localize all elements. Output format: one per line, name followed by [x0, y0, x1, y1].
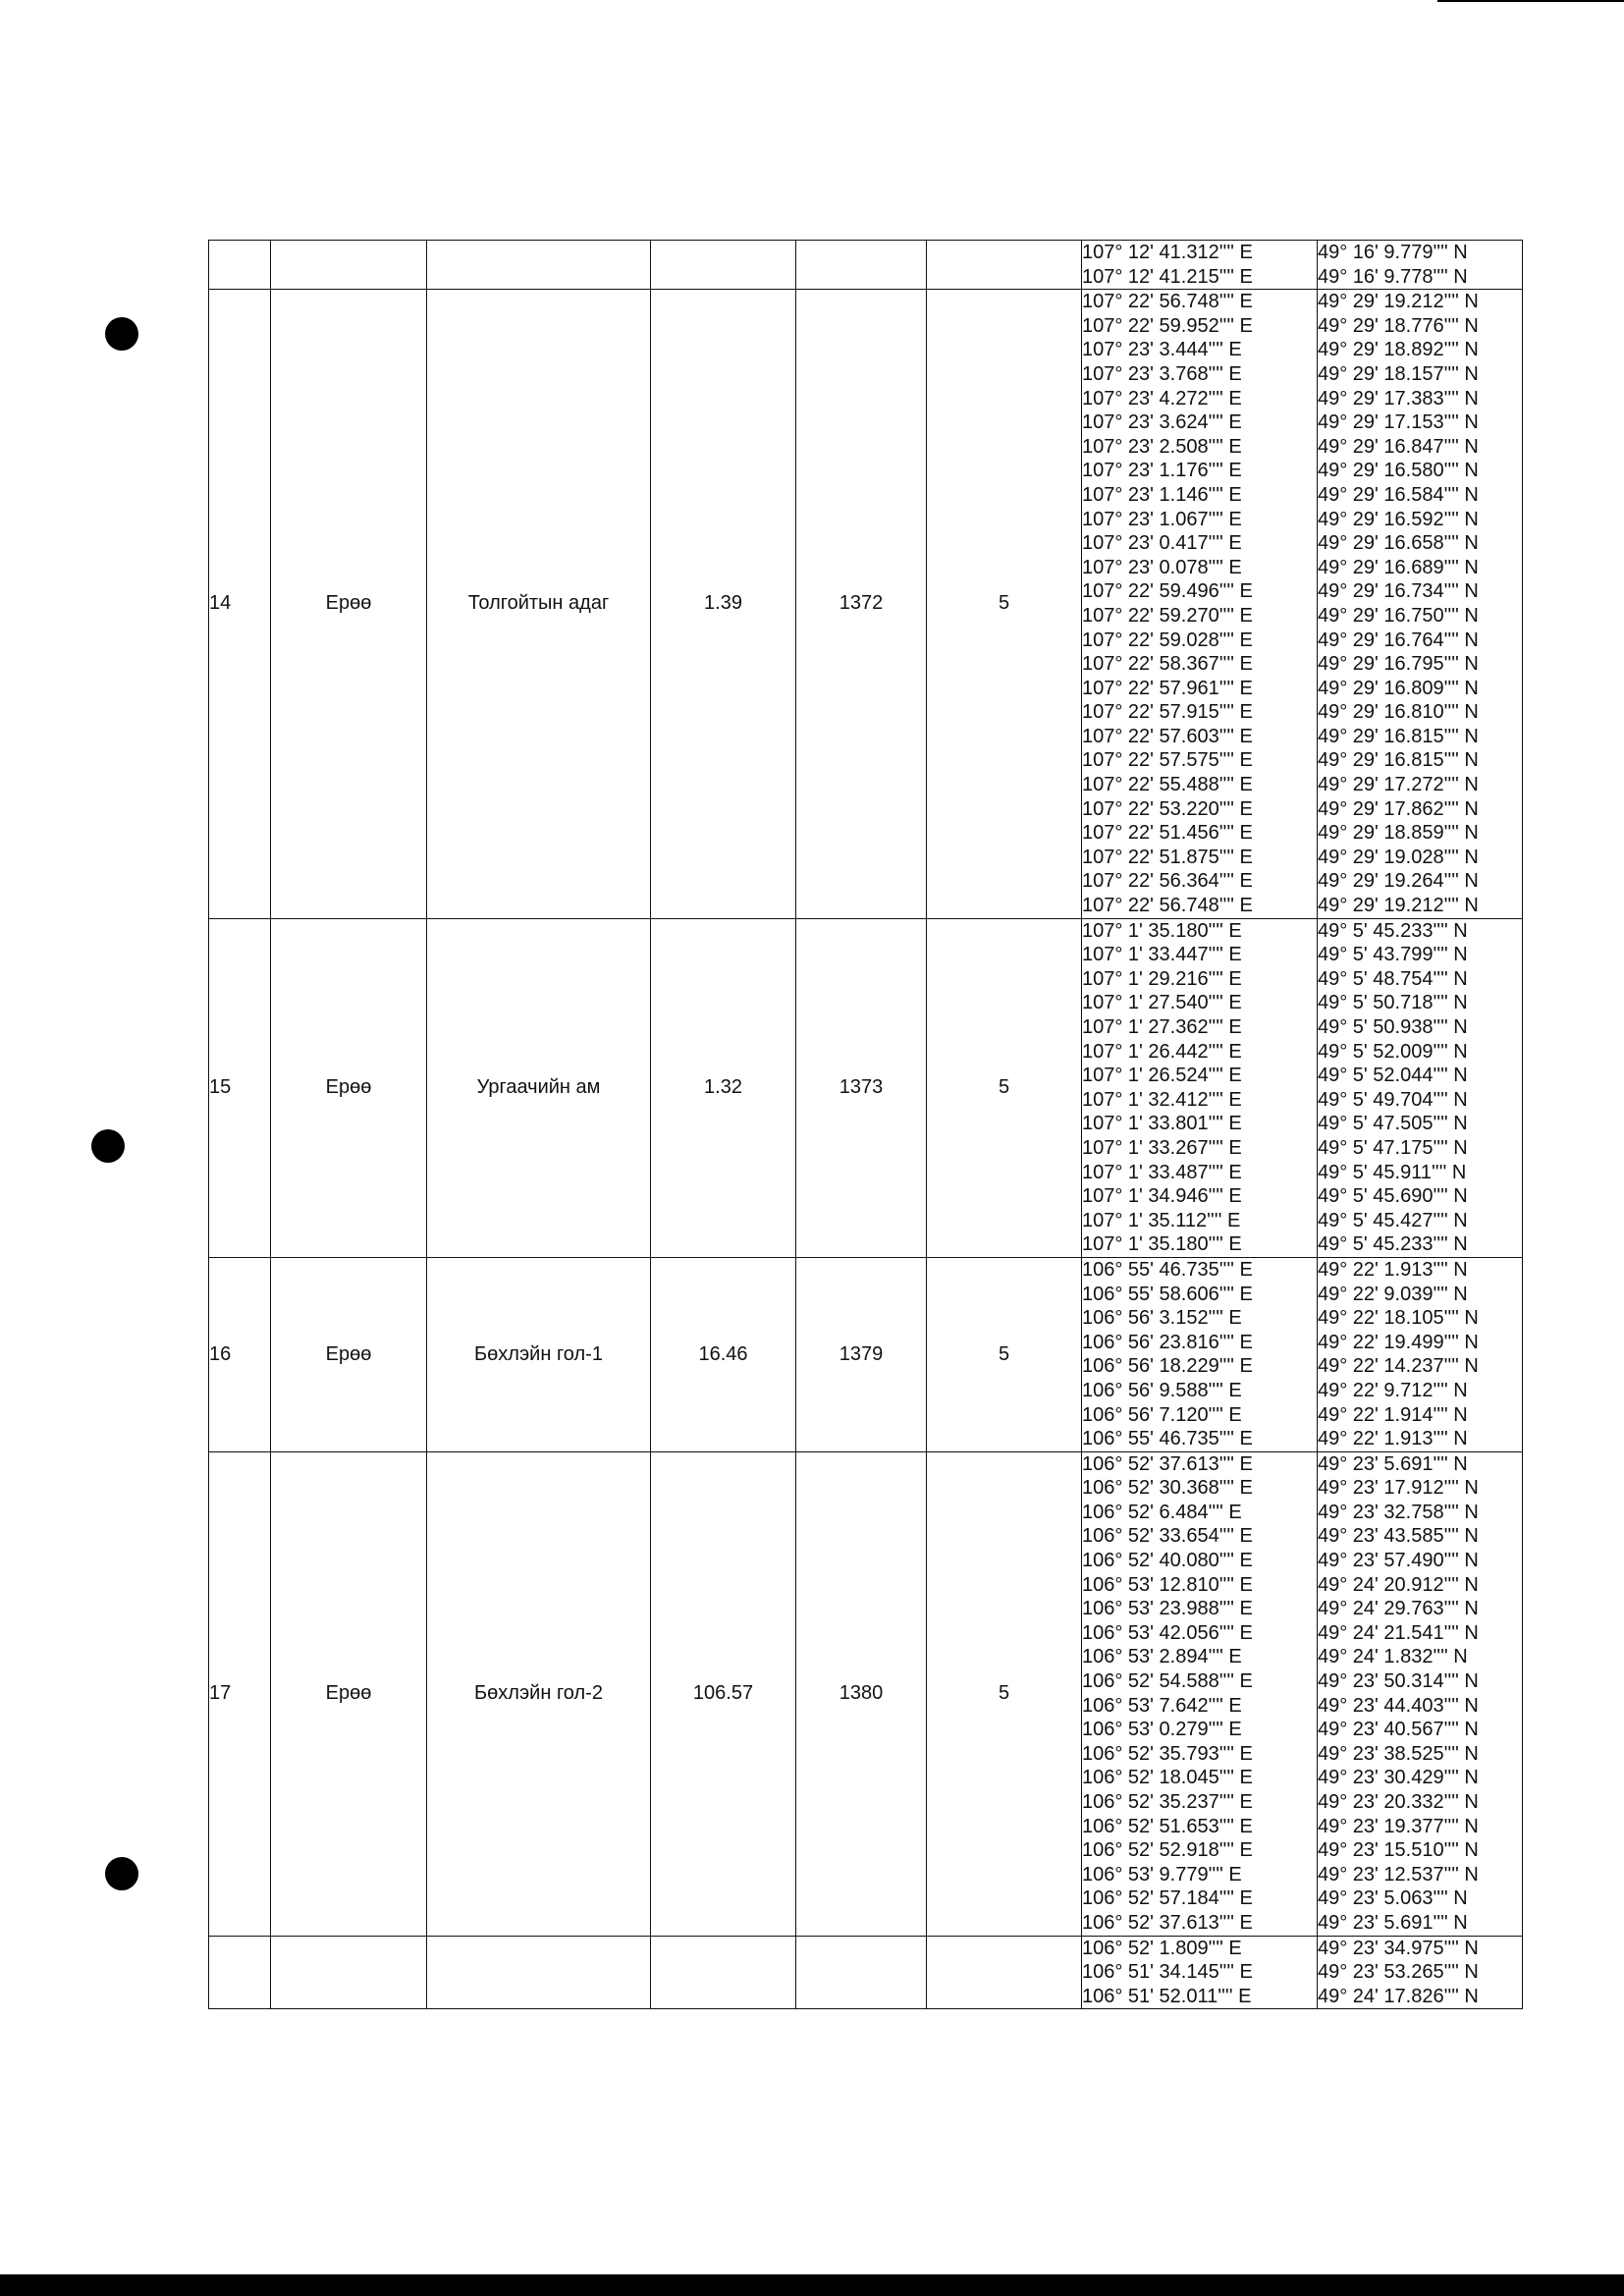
longitude-value: 106° 52' 51.653'''' E: [1082, 1815, 1253, 1837]
longitude-value: 107° 12' 41.215'''' E: [1082, 265, 1253, 288]
longitude-value: 107° 22' 56.364'''' E: [1082, 870, 1253, 893]
latitude-value: 49° 29' 16.584'''' N: [1318, 483, 1479, 506]
binder-hole-bottom: [105, 1857, 138, 1890]
longitude-value: 107° 1' 32.412'''' E: [1082, 1088, 1242, 1111]
latitude-value: 49° 29' 16.734'''' N: [1318, 580, 1479, 603]
latitude-cell: [1318, 1936, 1523, 2009]
longitude-value: 106° 52' 37.613'''' E: [1082, 1911, 1253, 1934]
feature-type: Ерөө: [271, 290, 427, 918]
longitude-value: 107° 1' 29.216'''' E: [1082, 967, 1242, 990]
place-name: Бөхлэйн гол-1: [427, 1257, 651, 1451]
longitude-value: 106° 52' 57.184'''' E: [1082, 1887, 1253, 1910]
latitude-value: 49° 24' 21.541'''' N: [1318, 1621, 1479, 1644]
latitude-value: 49° 23' 15.510'''' N: [1318, 1839, 1479, 1862]
latitude-value: 49° 16' 9.779'''' N: [1318, 242, 1468, 263]
feature-type: Ерөө: [271, 1257, 427, 1451]
latitude-value: 49° 23' 38.525'''' N: [1318, 1742, 1479, 1765]
latitude-value: 49° 5' 50.718'''' N: [1318, 992, 1468, 1014]
latitude-value: 49° 23' 43.585'''' N: [1318, 1525, 1479, 1548]
feature-type: [271, 1936, 427, 2009]
code-value: 1373: [796, 918, 927, 1257]
class-value: 5: [927, 1451, 1082, 1936]
feature-type: Ерөө: [271, 918, 427, 1257]
longitude-value: 107° 23' 0.078'''' E: [1082, 556, 1242, 578]
row-number: [209, 1936, 271, 2009]
row-number: 16: [209, 1257, 271, 1451]
longitude-value: 106° 56' 3.152'''' E: [1082, 1307, 1242, 1330]
longitude-value: 107° 1' 34.946'''' E: [1082, 1185, 1242, 1208]
longitude-value: 106° 52' 1.809'''' E: [1082, 1937, 1242, 1959]
latitude-cell: [1318, 1257, 1523, 1451]
longitude-value: 106° 53' 12.810'''' E: [1082, 1573, 1253, 1596]
longitude-value: 107° 1' 33.447'''' E: [1082, 944, 1242, 966]
longitude-value: 107° 1' 27.362'''' E: [1082, 1016, 1242, 1038]
area-value: [651, 1936, 796, 2009]
row-number: 17: [209, 1451, 271, 1936]
row-number: [209, 241, 271, 290]
longitude-value: 106° 55' 58.606'''' E: [1082, 1283, 1253, 1305]
scan-top-edge-line: [1437, 0, 1624, 2]
longitude-value: 106° 53' 9.779'''' E: [1082, 1863, 1242, 1886]
code-value: [796, 241, 927, 290]
table-body: [209, 241, 1523, 2009]
latitude-value: 49° 22' 9.039'''' N: [1318, 1283, 1468, 1305]
code-value: 1380: [796, 1451, 927, 1936]
table-row: [209, 241, 1523, 290]
latitude-value: 49° 29' 16.764'''' N: [1318, 629, 1479, 651]
longitude-value: 107° 1' 33.801'''' E: [1082, 1113, 1242, 1135]
latitude-value: 49° 29' 16.809'''' N: [1318, 677, 1479, 699]
latitude-value: 49° 23' 53.265'''' N: [1318, 1961, 1479, 1984]
longitude-value: 107° 22' 57.603'''' E: [1082, 725, 1253, 747]
latitude-cell: [1318, 1451, 1523, 1936]
latitude-value: 49° 29' 16.847'''' N: [1318, 435, 1479, 458]
longitude-value: 107° 12' 41.312'''' E: [1082, 242, 1253, 263]
place-name: Ургаачийн ам: [427, 918, 651, 1257]
longitude-value: 107° 22' 57.961'''' E: [1082, 677, 1253, 699]
longitude-value: 107° 23' 1.146'''' E: [1082, 483, 1242, 506]
latitude-value: 49° 29' 19.212'''' N: [1318, 895, 1479, 917]
latitude-value: 49° 5' 45.911'''' N: [1318, 1161, 1467, 1183]
latitude-value: 49° 24' 29.763'''' N: [1318, 1598, 1479, 1620]
longitude-value: 107° 22' 59.270'''' E: [1082, 604, 1253, 627]
latitude-value: 49° 5' 43.799'''' N: [1318, 944, 1468, 966]
longitude-value: 107° 22' 57.575'''' E: [1082, 749, 1253, 772]
longitude-value: 107° 1' 35.180'''' E: [1082, 919, 1242, 942]
longitude-value: 107° 1' 33.487'''' E: [1082, 1161, 1242, 1183]
feature-type: Ерөө: [271, 1451, 427, 1936]
latitude-value: 49° 22' 1.914'''' N: [1318, 1403, 1468, 1426]
latitude-value: 49° 5' 52.009'''' N: [1318, 1040, 1468, 1063]
latitude-value: 49° 5' 49.704'''' N: [1318, 1088, 1468, 1111]
longitude-value: 107° 1' 35.180'''' E: [1082, 1233, 1242, 1256]
latitude-value: 49° 5' 47.175'''' N: [1318, 1136, 1468, 1159]
latitude-value: 49° 29' 16.750'''' N: [1318, 604, 1479, 627]
longitude-value: 106° 51' 52.011'''' E: [1082, 1985, 1252, 2007]
longitude-value: 106° 56' 23.816'''' E: [1082, 1331, 1253, 1353]
longitude-value: 107° 1' 27.540'''' E: [1082, 992, 1242, 1014]
longitude-cell: [1082, 241, 1318, 290]
latitude-value: 49° 29' 17.153'''' N: [1318, 411, 1479, 434]
longitude-value: 106° 55' 46.735'''' E: [1082, 1428, 1253, 1450]
longitude-value: 106° 52' 33.654'''' E: [1082, 1525, 1253, 1548]
area-value: 16.46: [651, 1257, 796, 1451]
longitude-value: 107° 22' 56.748'''' E: [1082, 895, 1253, 917]
latitude-value: 49° 5' 50.938'''' N: [1318, 1016, 1468, 1038]
latitude-value: 49° 23' 32.758'''' N: [1318, 1501, 1479, 1523]
longitude-value: 107° 23' 3.768'''' E: [1082, 362, 1242, 385]
table-row: [209, 1936, 1523, 2009]
latitude-value: 49° 5' 45.233'''' N: [1318, 1233, 1468, 1256]
latitude-value: 49° 22' 1.913'''' N: [1318, 1428, 1468, 1450]
latitude-value: 49° 29' 19.028'''' N: [1318, 846, 1479, 868]
longitude-value: 106° 53' 42.056'''' E: [1082, 1621, 1253, 1644]
latitude-value: 49° 29' 17.862'''' N: [1318, 797, 1479, 820]
longitude-value: 106° 52' 37.613'''' E: [1082, 1452, 1253, 1475]
latitude-value: 49° 23' 50.314'''' N: [1318, 1670, 1479, 1693]
latitude-value: 49° 16' 9.778'''' N: [1318, 265, 1468, 288]
longitude-cell: [1082, 290, 1318, 918]
feature-type: [271, 241, 427, 290]
longitude-value: 106° 56' 7.120'''' E: [1082, 1403, 1242, 1426]
longitude-value: 107° 22' 59.496'''' E: [1082, 580, 1253, 603]
longitude-value: 107° 22' 59.028'''' E: [1082, 629, 1253, 651]
longitude-value: 106° 53' 23.988'''' E: [1082, 1598, 1253, 1620]
longitude-value: 106° 53' 2.894'''' E: [1082, 1646, 1242, 1668]
latitude-value: 49° 29' 19.212'''' N: [1318, 291, 1479, 313]
code-value: 1379: [796, 1257, 927, 1451]
latitude-value: 49° 22' 19.499'''' N: [1318, 1331, 1479, 1353]
latitude-cell: [1318, 290, 1523, 918]
area-value: 1.39: [651, 290, 796, 918]
longitude-value: 107° 22' 53.220'''' E: [1082, 797, 1253, 820]
longitude-value: 106° 52' 30.368'''' E: [1082, 1477, 1253, 1500]
table-row: [209, 1257, 1523, 1451]
latitude-value: 49° 24' 20.912'''' N: [1318, 1573, 1479, 1596]
latitude-value: 49° 29' 18.859'''' N: [1318, 822, 1479, 845]
longitude-value: 106° 51' 34.145'''' E: [1082, 1961, 1253, 1984]
class-value: 5: [927, 1257, 1082, 1451]
longitude-value: 107° 22' 56.748'''' E: [1082, 291, 1253, 313]
latitude-value: 49° 29' 18.157'''' N: [1318, 362, 1479, 385]
class-value: 5: [927, 290, 1082, 918]
latitude-value: 49° 5' 45.427'''' N: [1318, 1209, 1468, 1231]
latitude-value: 49° 23' 34.975'''' N: [1318, 1937, 1479, 1959]
longitude-value: 107° 23' 3.624'''' E: [1082, 411, 1242, 434]
table-row: [209, 1451, 1523, 1936]
area-value: 106.57: [651, 1451, 796, 1936]
latitude-value: 49° 23' 5.691'''' N: [1318, 1452, 1468, 1475]
table-row: [209, 290, 1523, 918]
latitude-value: 49° 29' 16.689'''' N: [1318, 556, 1479, 578]
area-value: [651, 241, 796, 290]
longitude-value: 107° 23' 2.508'''' E: [1082, 435, 1242, 458]
latitude-value: 49° 5' 52.044'''' N: [1318, 1065, 1468, 1087]
longitude-value: 107° 1' 35.112'''' E: [1082, 1209, 1241, 1231]
code-value: [796, 1936, 927, 2009]
latitude-value: 49° 29' 16.658'''' N: [1318, 532, 1479, 555]
longitude-value: 107° 22' 58.367'''' E: [1082, 653, 1253, 676]
longitude-value: 107° 22' 59.952'''' E: [1082, 314, 1253, 337]
longitude-value: 107° 23' 0.417'''' E: [1082, 532, 1242, 555]
latitude-cell: [1318, 241, 1523, 290]
latitude-value: 49° 29' 16.795'''' N: [1318, 653, 1479, 676]
coordinates-table: [208, 240, 1523, 2009]
longitude-value: 106° 52' 35.793'''' E: [1082, 1742, 1253, 1765]
longitude-value: 106° 55' 46.735'''' E: [1082, 1258, 1253, 1281]
binder-hole-top: [105, 317, 138, 351]
longitude-value: 106° 52' 35.237'''' E: [1082, 1791, 1253, 1813]
class-value: [927, 241, 1082, 290]
longitude-value: 106° 53' 7.642'''' E: [1082, 1694, 1242, 1717]
area-value: 1.32: [651, 918, 796, 1257]
place-name: Толгойтын адаг: [427, 290, 651, 918]
latitude-value: 49° 29' 18.776'''' N: [1318, 314, 1479, 337]
longitude-value: 106° 52' 6.484'''' E: [1082, 1501, 1242, 1523]
longitude-value: 107° 23' 4.272'''' E: [1082, 387, 1242, 410]
latitude-value: 49° 22' 9.712'''' N: [1318, 1379, 1468, 1401]
place-name: Бөхлэйн гол-2: [427, 1451, 651, 1936]
latitude-value: 49° 22' 18.105'''' N: [1318, 1307, 1479, 1330]
latitude-value: 49° 23' 12.537'''' N: [1318, 1863, 1479, 1886]
longitude-value: 107° 23' 1.176'''' E: [1082, 460, 1242, 482]
place-name: [427, 1936, 651, 2009]
longitude-value: 107° 22' 57.915'''' E: [1082, 701, 1253, 724]
longitude-value: 107° 1' 26.442'''' E: [1082, 1040, 1242, 1063]
latitude-value: 49° 23' 57.490'''' N: [1318, 1550, 1479, 1572]
longitude-value: 106° 52' 54.588'''' E: [1082, 1670, 1253, 1693]
latitude-value: 49° 23' 20.332'''' N: [1318, 1791, 1479, 1813]
table-row: [209, 918, 1523, 1257]
latitude-value: 49° 24' 1.832'''' N: [1318, 1646, 1468, 1668]
latitude-value: 49° 22' 1.913'''' N: [1318, 1258, 1468, 1281]
latitude-value: 49° 23' 30.429'''' N: [1318, 1767, 1479, 1789]
latitude-value: 49° 22' 14.237'''' N: [1318, 1355, 1479, 1378]
code-value: 1372: [796, 290, 927, 918]
scan-bottom-edge-band: [0, 2274, 1624, 2296]
longitude-value: 107° 1' 26.524'''' E: [1082, 1065, 1242, 1087]
longitude-value: 106° 53' 0.279'''' E: [1082, 1719, 1242, 1741]
latitude-value: 49° 29' 16.815'''' N: [1318, 749, 1479, 772]
longitude-cell: [1082, 1257, 1318, 1451]
latitude-value: 49° 23' 5.063'''' N: [1318, 1887, 1468, 1910]
longitude-value: 106° 52' 40.080'''' E: [1082, 1550, 1253, 1572]
latitude-value: 49° 29' 16.592'''' N: [1318, 508, 1479, 530]
longitude-value: 107° 22' 51.875'''' E: [1082, 846, 1253, 868]
row-number: 15: [209, 918, 271, 1257]
latitude-value: 49° 23' 19.377'''' N: [1318, 1815, 1479, 1837]
longitude-value: 107° 22' 51.456'''' E: [1082, 822, 1253, 845]
place-name: [427, 241, 651, 290]
latitude-value: 49° 5' 48.754'''' N: [1318, 967, 1468, 990]
latitude-value: 49° 5' 45.233'''' N: [1318, 919, 1468, 942]
longitude-value: 107° 23' 3.444'''' E: [1082, 339, 1242, 361]
class-value: 5: [927, 918, 1082, 1257]
longitude-value: 107° 22' 55.488'''' E: [1082, 774, 1253, 796]
latitude-value: 49° 24' 17.826'''' N: [1318, 1985, 1479, 2007]
latitude-value: 49° 23' 40.567'''' N: [1318, 1719, 1479, 1741]
latitude-value: 49° 23' 17.912'''' N: [1318, 1477, 1479, 1500]
longitude-value: 106° 56' 9.588'''' E: [1082, 1379, 1242, 1401]
longitude-cell: [1082, 918, 1318, 1257]
longitude-value: 107° 23' 1.067'''' E: [1082, 508, 1242, 530]
latitude-value: 49° 5' 47.505'''' N: [1318, 1113, 1468, 1135]
latitude-cell: [1318, 918, 1523, 1257]
latitude-value: 49° 5' 45.690'''' N: [1318, 1185, 1468, 1208]
latitude-value: 49° 29' 16.580'''' N: [1318, 460, 1479, 482]
longitude-value: 106° 52' 18.045'''' E: [1082, 1767, 1253, 1789]
latitude-value: 49° 29' 18.892'''' N: [1318, 339, 1479, 361]
latitude-value: 49° 23' 5.691'''' N: [1318, 1911, 1468, 1934]
latitude-value: 49° 29' 16.815'''' N: [1318, 725, 1479, 747]
longitude-value: 106° 56' 18.229'''' E: [1082, 1355, 1253, 1378]
latitude-value: 49° 29' 16.810'''' N: [1318, 701, 1479, 724]
latitude-value: 49° 23' 44.403'''' N: [1318, 1694, 1479, 1717]
row-number: 14: [209, 290, 271, 918]
longitude-cell: [1082, 1936, 1318, 2009]
latitude-value: 49° 29' 19.264'''' N: [1318, 870, 1479, 893]
longitude-cell: [1082, 1451, 1318, 1936]
binder-hole-middle: [91, 1129, 125, 1163]
class-value: [927, 1936, 1082, 2009]
longitude-value: 106° 52' 52.918'''' E: [1082, 1839, 1253, 1862]
longitude-value: 107° 1' 33.267'''' E: [1082, 1136, 1242, 1159]
latitude-value: 49° 29' 17.272'''' N: [1318, 774, 1479, 796]
latitude-value: 49° 29' 17.383'''' N: [1318, 387, 1479, 410]
